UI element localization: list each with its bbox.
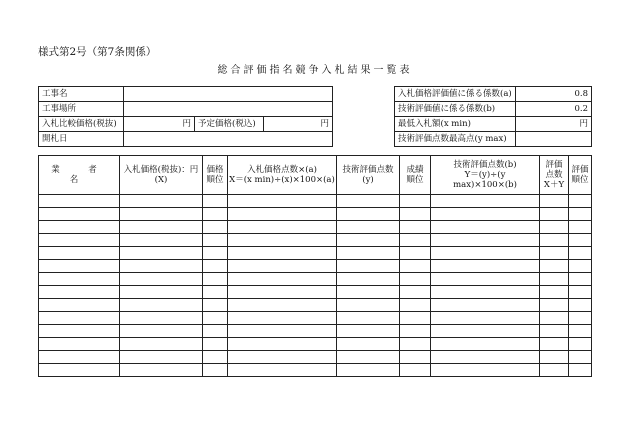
table-row — [39, 351, 592, 364]
company-cell[interactable] — [39, 325, 120, 338]
price-rank-cell[interactable] — [203, 325, 228, 338]
tech-score-cell[interactable] — [337, 299, 400, 312]
tech-points-header: 技術評価点数(b) Y＝(y)÷(y max)×100×(b) — [431, 156, 540, 195]
opening-date-label: 開札日 — [39, 132, 124, 147]
planned-price-field[interactable] — [264, 117, 333, 132]
results-header-row — [39, 156, 592, 195]
company-cell[interactable] — [39, 351, 120, 364]
performance-rank-header: 成績 順位 — [400, 156, 431, 195]
bid-price-cell[interactable] — [120, 299, 203, 312]
eval-points-cell[interactable] — [540, 208, 569, 221]
eval-points-cell[interactable] — [540, 299, 569, 312]
tech-score-header: 技術評価点数 (y) — [337, 156, 400, 195]
company-cell[interactable] — [39, 260, 120, 273]
construction-name-label: 工事名 — [39, 87, 124, 102]
performance-rank-cell[interactable] — [400, 247, 431, 260]
construction-site-label: 工事場所 — [39, 102, 124, 117]
performance-rank-cell[interactable] — [400, 195, 431, 208]
tech-points-cell[interactable] — [431, 247, 540, 260]
tech-points-cell[interactable] — [431, 273, 540, 286]
eval-rank-header: 評価 順位 — [569, 156, 592, 195]
opening-date-field[interactable] — [124, 132, 333, 147]
results-body — [39, 195, 592, 377]
eval-rank-cell[interactable] — [569, 208, 592, 221]
price-score-cell[interactable] — [228, 234, 337, 247]
form-number: 様式第2号（第7条関係） — [38, 46, 157, 58]
eval-points-cell[interactable] — [540, 221, 569, 234]
eval-rank-cell[interactable] — [569, 286, 592, 299]
eval-points-cell[interactable] — [540, 312, 569, 325]
price-score-cell[interactable] — [228, 351, 337, 364]
price-rank-cell[interactable] — [203, 299, 228, 312]
performance-rank-cell[interactable] — [400, 234, 431, 247]
price-rank-cell[interactable] — [203, 351, 228, 364]
tech-coefficient-label: 技術評価値に係る係数(b) — [395, 102, 516, 117]
tech-score-cell[interactable] — [337, 195, 400, 208]
eval-rank-cell[interactable] — [569, 195, 592, 208]
tech-score-cell[interactable] — [337, 312, 400, 325]
document-title: 総合評価指名競争入札結果一覧表 — [217, 65, 413, 76]
bid-price-cell[interactable] — [120, 221, 203, 234]
eval-rank-cell[interactable] — [569, 221, 592, 234]
table-row — [39, 312, 592, 325]
price-score-cell[interactable] — [228, 260, 337, 273]
eval-points-cell[interactable] — [540, 351, 569, 364]
performance-rank-cell[interactable] — [400, 312, 431, 325]
tech-points-cell[interactable] — [431, 221, 540, 234]
price-score-cell[interactable] — [228, 247, 337, 260]
price-rank-cell[interactable] — [203, 260, 228, 273]
eval-points-cell[interactable] — [540, 286, 569, 299]
price-score-cell[interactable] — [228, 273, 337, 286]
tech-score-cell[interactable] — [337, 351, 400, 364]
tech-score-cell[interactable] — [337, 208, 400, 221]
price-rank-cell[interactable] — [203, 208, 228, 221]
eval-rank-cell[interactable] — [569, 364, 592, 377]
tech-points-cell[interactable] — [431, 234, 540, 247]
eval-points-cell[interactable] — [540, 273, 569, 286]
yen-unit: 円 — [579, 118, 588, 129]
price-rank-cell[interactable] — [203, 312, 228, 325]
price-score-cell[interactable] — [228, 364, 337, 377]
tech-points-cell[interactable] — [431, 208, 540, 221]
price-coefficient-value: 0.8 — [515, 87, 591, 102]
table-row — [39, 338, 592, 351]
eval-points-cell[interactable] — [540, 234, 569, 247]
price-rank-cell[interactable] — [203, 221, 228, 234]
tech-points-cell[interactable] — [431, 260, 540, 273]
tech-score-cell[interactable] — [337, 234, 400, 247]
bid-price-cell[interactable] — [120, 351, 203, 364]
table-row — [39, 286, 592, 299]
performance-rank-cell[interactable] — [400, 338, 431, 351]
planned-price-label: 予定価格(税込) — [195, 117, 264, 132]
tech-score-cell[interactable] — [337, 260, 400, 273]
performance-rank-cell[interactable] — [400, 273, 431, 286]
performance-rank-cell[interactable] — [400, 221, 431, 234]
price-rank-cell[interactable] — [203, 338, 228, 351]
company-header: 業 者 名 — [39, 156, 120, 195]
coefficient-info-table — [394, 86, 592, 147]
comparison-price-field[interactable] — [124, 117, 195, 132]
tech-points-cell[interactable] — [431, 286, 540, 299]
table-row — [39, 364, 592, 377]
bid-results-table — [38, 155, 592, 377]
eval-points-cell[interactable] — [540, 325, 569, 338]
company-cell[interactable] — [39, 299, 120, 312]
price-score-cell[interactable] — [228, 325, 337, 338]
eval-rank-cell[interactable] — [569, 234, 592, 247]
performance-rank-cell[interactable] — [400, 208, 431, 221]
table-row — [39, 299, 592, 312]
tech-points-cell[interactable] — [431, 299, 540, 312]
price-score-cell[interactable] — [228, 299, 337, 312]
eval-points-cell[interactable] — [540, 247, 569, 260]
eval-points-cell[interactable] — [540, 260, 569, 273]
eval-rank-cell[interactable] — [569, 260, 592, 273]
table-row — [39, 221, 592, 234]
bid-price-cell[interactable] — [120, 273, 203, 286]
eval-points-header: 評価 点数 X＋Y — [540, 156, 569, 195]
company-cell[interactable] — [39, 286, 120, 299]
price-score-cell[interactable] — [228, 195, 337, 208]
price-score-cell[interactable] — [228, 338, 337, 351]
performance-rank-cell[interactable] — [400, 351, 431, 364]
price-score-cell[interactable] — [228, 312, 337, 325]
table-row — [39, 273, 592, 286]
yen-unit: 円 — [320, 118, 329, 129]
eval-rank-cell[interactable] — [569, 247, 592, 260]
eval-rank-cell[interactable] — [569, 299, 592, 312]
company-cell[interactable] — [39, 338, 120, 351]
tech-max-label: 技術評価点数最高点(y max) — [395, 132, 516, 147]
table-row — [39, 234, 592, 247]
bid-price-cell[interactable] — [120, 364, 203, 377]
performance-rank-cell[interactable] — [400, 299, 431, 312]
comparison-price-label: 入札比較価格(税抜) — [39, 117, 124, 132]
bid-price-cell[interactable] — [120, 247, 203, 260]
tech-max-field[interactable] — [515, 132, 591, 147]
tech-points-cell[interactable] — [431, 338, 540, 351]
min-bid-field[interactable] — [515, 117, 591, 132]
tech-points-cell[interactable] — [431, 351, 540, 364]
bid-price-cell[interactable] — [120, 195, 203, 208]
bid-price-cell[interactable] — [120, 260, 203, 273]
bid-price-cell[interactable] — [120, 208, 203, 221]
yen-unit: 円 — [182, 118, 191, 129]
company-cell[interactable] — [39, 247, 120, 260]
bid-price-cell[interactable] — [120, 338, 203, 351]
tech-score-cell[interactable] — [337, 221, 400, 234]
eval-rank-cell[interactable] — [569, 338, 592, 351]
table-row — [39, 325, 592, 338]
bid-price-cell[interactable] — [120, 312, 203, 325]
construction-site-field[interactable] — [124, 102, 333, 117]
bid-price-cell[interactable] — [120, 325, 203, 338]
table-row — [39, 260, 592, 273]
price-rank-cell[interactable] — [203, 273, 228, 286]
tech-coefficient-value: 0.2 — [515, 102, 591, 117]
tech-score-cell[interactable] — [337, 273, 400, 286]
price-rank-header: 価格 順位 — [203, 156, 228, 195]
tech-score-cell[interactable] — [337, 325, 400, 338]
price-score-cell[interactable] — [228, 208, 337, 221]
table-row — [39, 208, 592, 221]
table-row — [39, 195, 592, 208]
eval-points-cell[interactable] — [540, 195, 569, 208]
price-rank-cell[interactable] — [203, 247, 228, 260]
tech-points-cell[interactable] — [431, 325, 540, 338]
company-cell[interactable] — [39, 221, 120, 234]
performance-rank-cell[interactable] — [400, 286, 431, 299]
bid-price-cell[interactable] — [120, 286, 203, 299]
price-score-cell[interactable] — [228, 221, 337, 234]
tech-score-cell[interactable] — [337, 286, 400, 299]
price-rank-cell[interactable] — [203, 286, 228, 299]
tech-score-cell[interactable] — [337, 338, 400, 351]
eval-points-cell[interactable] — [540, 364, 569, 377]
eval-rank-cell[interactable] — [569, 273, 592, 286]
eval-points-cell[interactable] — [540, 338, 569, 351]
price-score-header: 入札価格点数×(a) X＝(x min)÷(x)×100×(a) — [228, 156, 337, 195]
company-cell[interactable] — [39, 364, 120, 377]
eval-rank-cell[interactable] — [569, 351, 592, 364]
performance-rank-cell[interactable] — [400, 325, 431, 338]
company-cell[interactable] — [39, 195, 120, 208]
eval-rank-cell[interactable] — [569, 312, 592, 325]
price-rank-cell[interactable] — [203, 195, 228, 208]
eval-rank-cell[interactable] — [569, 325, 592, 338]
construction-info-table — [38, 86, 333, 147]
tech-points-cell[interactable] — [431, 195, 540, 208]
company-cell[interactable] — [39, 312, 120, 325]
bid-price-cell[interactable] — [120, 234, 203, 247]
construction-name-field[interactable] — [124, 87, 333, 102]
performance-rank-cell[interactable] — [400, 364, 431, 377]
price-rank-cell[interactable] — [203, 234, 228, 247]
tech-score-cell[interactable] — [337, 247, 400, 260]
min-bid-label: 最低入札額(x min) — [395, 117, 516, 132]
tech-points-cell[interactable] — [431, 364, 540, 377]
company-cell[interactable] — [39, 208, 120, 221]
price-rank-cell[interactable] — [203, 364, 228, 377]
price-score-cell[interactable] — [228, 286, 337, 299]
bid-price-header: 入札価格(税抜)：円 (X) — [120, 156, 203, 195]
company-cell[interactable] — [39, 234, 120, 247]
table-row — [39, 247, 592, 260]
tech-points-cell[interactable] — [431, 312, 540, 325]
company-cell[interactable] — [39, 273, 120, 286]
price-coefficient-label: 入札価格評価値に係る係数(a) — [395, 87, 516, 102]
tech-score-cell[interactable] — [337, 364, 400, 377]
performance-rank-cell[interactable] — [400, 260, 431, 273]
